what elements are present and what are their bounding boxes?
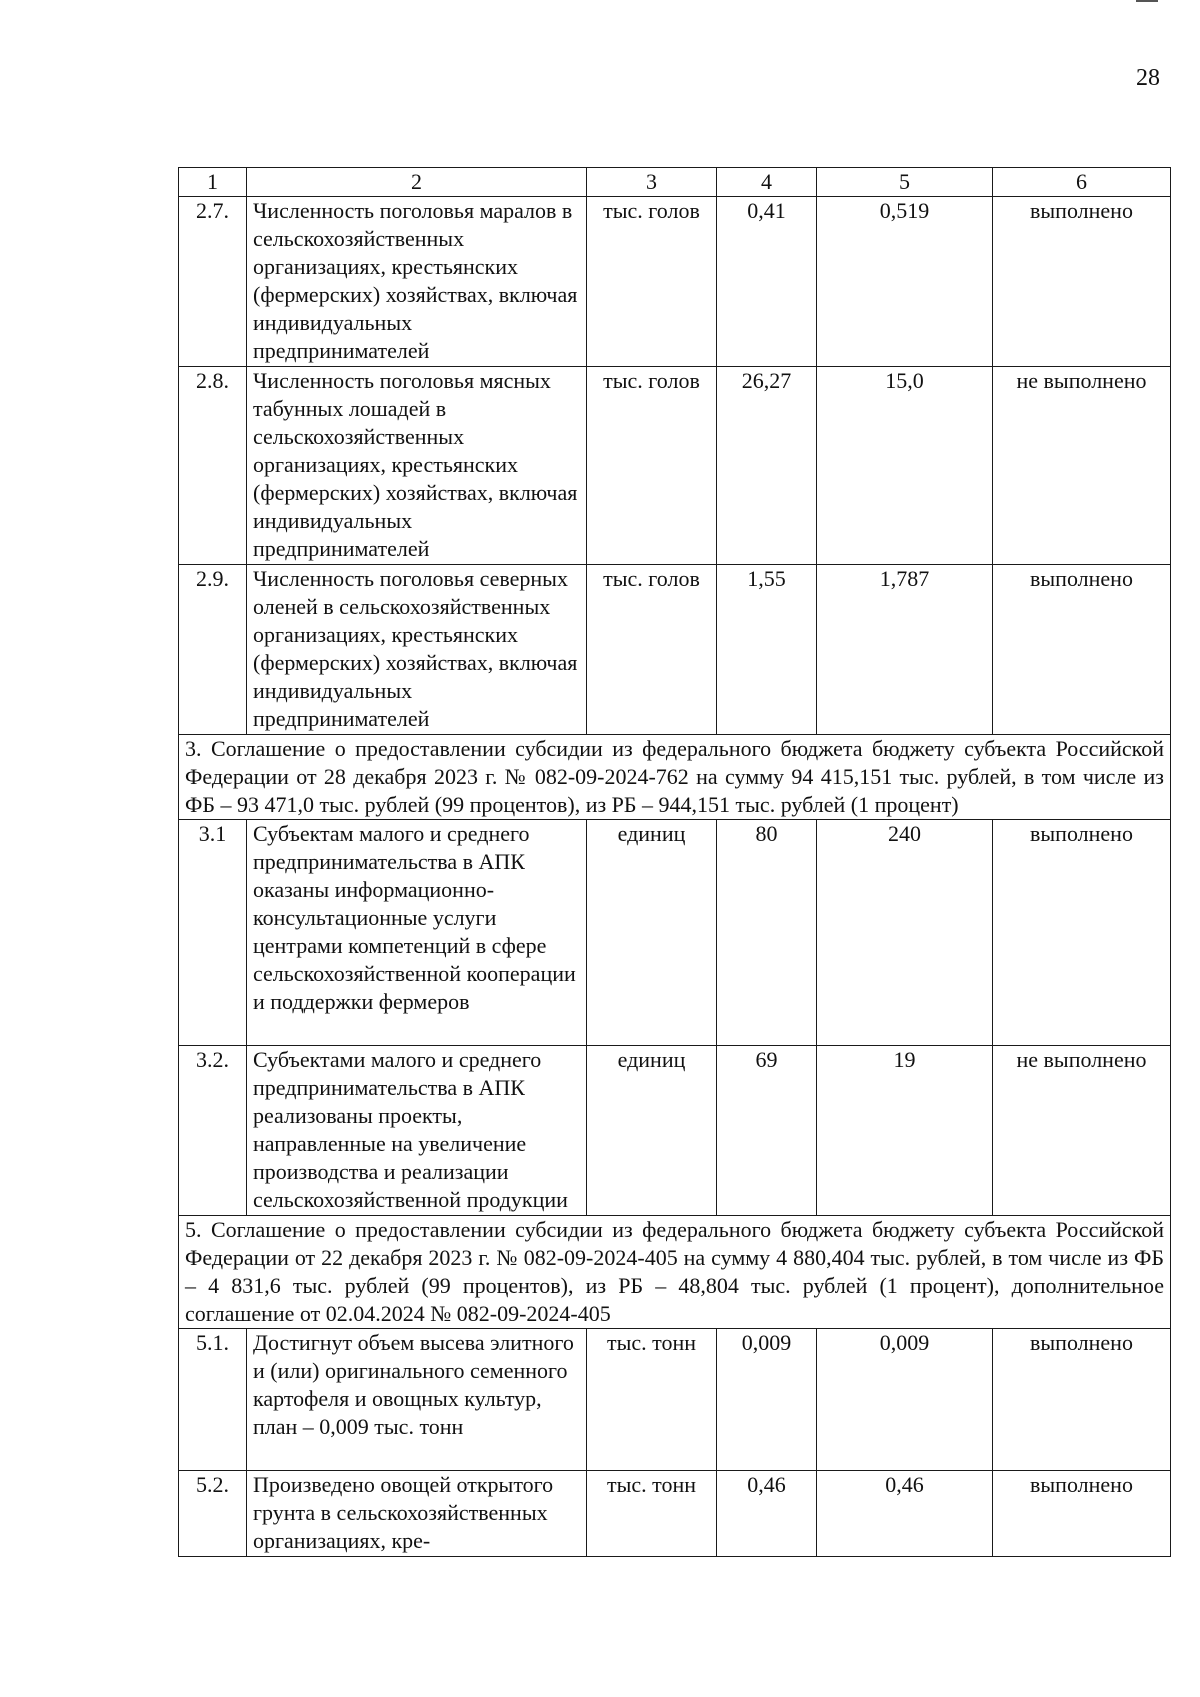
- unit: тыс. голов: [587, 197, 717, 367]
- table-row: [179, 1471, 1171, 1557]
- plan-value: 80: [717, 820, 817, 1046]
- fact-value: 1,787: [817, 565, 993, 735]
- fact-value: 15,0: [817, 367, 993, 565]
- row-number: 3.2.: [179, 1046, 247, 1216]
- row-number: 2.7.: [179, 197, 247, 367]
- column-header: 6: [993, 168, 1171, 197]
- row-number: 2.8.: [179, 367, 247, 565]
- indicator-name: Достигнут объем высева элитного и (или) оригинального семенного картофеля и овощных культур, план – 0,009 тыс. тонн: [247, 1329, 587, 1471]
- agreement-section-3: 3. Соглашение о предоставлении субсидии из федерального бюджета бюджету субъекта Российской Федерации от 28 декабря 2023 г. № 082-09-2024-762 на сумму 94 415,151 тыс. рублей, в том числе из ФБ – 93 471,0 тыс. рублей (99 процентов), из РБ – 944,151 тыс. рублей (1 процент): [179, 735, 1171, 820]
- indicator-name: Субъектами малого и среднего предпринимательства в АПК реализованы проекты, направленные на увеличение производства и реализации сельскохозяйственной продукции: [247, 1046, 587, 1216]
- unit: единиц: [587, 820, 717, 1046]
- plan-value: 0,009: [717, 1329, 817, 1471]
- plan-value: 0,46: [717, 1471, 817, 1557]
- fact-value: 0,519: [817, 197, 993, 367]
- indicator-name: Произведено овощей открытого грунта в сельскохозяйственных организациях, кре-: [247, 1471, 587, 1557]
- column-header: 2: [247, 168, 587, 197]
- fact-value: 0,46: [817, 1471, 993, 1557]
- unit: единиц: [587, 1046, 717, 1216]
- result-status: выполнено: [993, 565, 1171, 735]
- fact-value: 19: [817, 1046, 993, 1216]
- column-header: 5: [817, 168, 993, 197]
- indicator-name: Численность поголовья мясных табунных лошадей в сельскохозяйственных организациях, крестьянских (фермерских) хозяйствах, включая индивидуальных предпринимателей: [247, 367, 587, 565]
- plan-value: 69: [717, 1046, 817, 1216]
- plan-value: 1,55: [717, 565, 817, 735]
- table-row: [179, 197, 1171, 367]
- result-status: выполнено: [993, 1471, 1171, 1557]
- unit: тыс. голов: [587, 367, 717, 565]
- indicators-table: [178, 167, 1171, 1557]
- result-status: выполнено: [993, 1329, 1171, 1471]
- table-row: [179, 1329, 1171, 1471]
- fact-value: 240: [817, 820, 993, 1046]
- result-status: выполнено: [993, 197, 1171, 367]
- unit: тыс. тонн: [587, 1329, 717, 1471]
- section-row: [179, 735, 1171, 820]
- column-header: 4: [717, 168, 817, 197]
- indicator-name: Численность поголовья северных оленей в сельскохозяйственных организациях, крестьянских (фермерских) хозяйствах, включая индивидуальных предпринимателей: [247, 565, 587, 735]
- unit: тыс. тонн: [587, 1471, 717, 1557]
- section-row: [179, 1216, 1171, 1329]
- table-row: [179, 565, 1171, 735]
- table-row: [179, 1046, 1171, 1216]
- plan-value: 26,27: [717, 367, 817, 565]
- fact-value: 0,009: [817, 1329, 993, 1471]
- agreement-section-5: 5. Соглашение о предоставлении субсидии из федерального бюджета бюджету субъекта Российской Федерации от 22 декабря 2023 г. № 082-09-2024-405 на сумму 4 880,404 тыс. рублей, в том числе из ФБ – 4 831,6 тыс. рублей (99 процентов), из РБ – 48,804 тыс. рублей (1 процент), дополнительное соглашение от 02.04.2024 № 082-09-2024-405: [179, 1216, 1171, 1329]
- result-status: не выполнено: [993, 1046, 1171, 1216]
- indicator-name: Численность поголовья маралов в сельскохозяйственных организациях, крестьянских (фермерских) хозяйствах, включая индивидуальных предпринимателей: [247, 197, 587, 367]
- plan-value: 0,41: [717, 197, 817, 367]
- table-row: [179, 367, 1171, 565]
- row-number: 3.1: [179, 820, 247, 1046]
- page-number: 28: [1136, 65, 1160, 91]
- table-header-row: [179, 168, 1171, 197]
- corner-mark: [1136, 0, 1158, 2]
- row-number: 5.1.: [179, 1329, 247, 1471]
- result-status: не выполнено: [993, 367, 1171, 565]
- row-number: 2.9.: [179, 565, 247, 735]
- unit: тыс. голов: [587, 565, 717, 735]
- row-number: 5.2.: [179, 1471, 247, 1557]
- column-header: 3: [587, 168, 717, 197]
- column-header: 1: [179, 168, 247, 197]
- result-status: выполнено: [993, 820, 1171, 1046]
- table-row: [179, 820, 1171, 1046]
- indicator-name: Субъектам малого и среднего предпринимательства в АПК оказаны информационно-консультационные услуги центрами компетенций в сфере сельскохозяйственной кооперации и поддержки фермеров: [247, 820, 587, 1046]
